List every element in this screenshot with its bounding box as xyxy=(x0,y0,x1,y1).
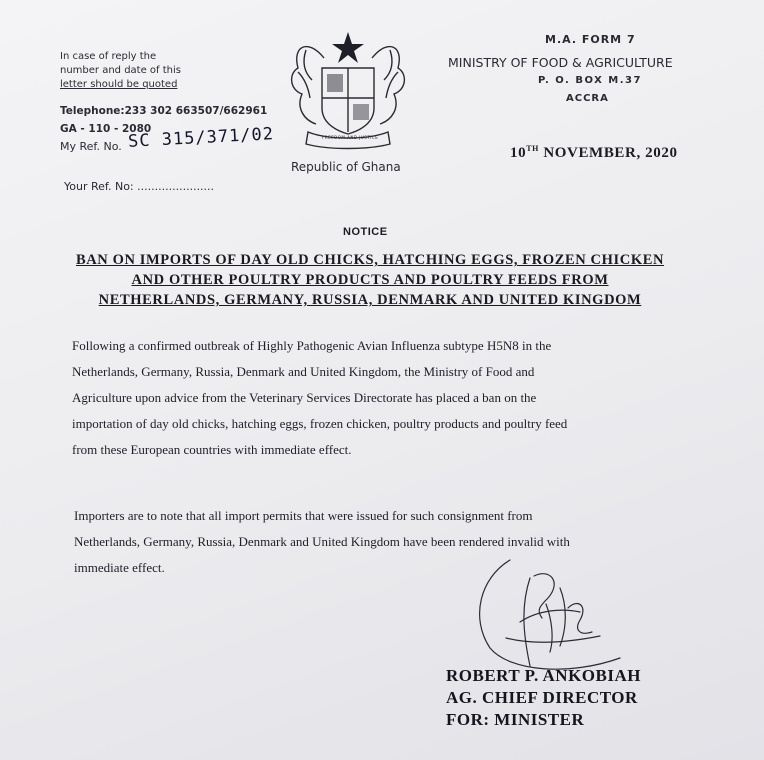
date-month-year: NOVEMBER, 2020 xyxy=(538,145,678,161)
paragraph-line: Netherlands, Germany, Russia, Denmark and United Kingdom have been rendered invalid with xyxy=(74,534,570,549)
city: ACCRA xyxy=(566,93,609,104)
reply-note xyxy=(60,50,181,92)
paragraph-line: from these European countries with immediate effect. xyxy=(72,442,352,457)
signatory-title: AG. CHIEF DIRECTOR xyxy=(446,688,638,707)
signatory-name: ROBERT P. ANKOBIAH xyxy=(446,666,641,685)
notice-title xyxy=(60,252,680,312)
paragraph-line: importation of day old chicks, hatching eggs, frozen chicken, poultry products and poultry feed xyxy=(72,416,568,431)
signature-icon xyxy=(450,548,650,678)
crest-caption: Republic of Ghana xyxy=(291,160,401,174)
po-box: P. O. BOX M.37 xyxy=(538,75,642,86)
notice-title-line: AND OTHER POULTRY PRODUCTS AND POULTRY FEEDS FROM xyxy=(131,272,609,288)
paragraph-1 xyxy=(72,338,567,468)
notice-title-line: NETHERLANDS, GERMANY, RUSSIA, DENMARK AND UNITED KINGDOM xyxy=(98,292,642,308)
paragraph-line: Importers are to note that all import permits that were issued for such consignment from xyxy=(74,508,533,523)
notice-heading: NOTICE xyxy=(343,226,388,238)
signature-scribble xyxy=(450,548,650,678)
reply-note-line: letter should be quoted xyxy=(60,79,178,90)
paragraph-line: Netherlands, Germany, Russia, Denmark and United Kingdom, the Ministry of Food and xyxy=(72,364,535,379)
reply-note-line: number and date of this xyxy=(60,65,181,76)
ministry-name: MINISTRY OF FOOD & AGRICULTURE xyxy=(448,55,673,70)
paragraph-line: Following a confirmed outbreak of Highly Pathogenic Avian Influenza subtype H5N8 in the xyxy=(72,338,552,353)
my-ref-value: SC 315/371/02 xyxy=(127,124,275,152)
paragraph-line: Agriculture upon advice from the Veterinary Services Directorate has placed a ban on the xyxy=(72,390,537,405)
ga-code: GA - 110 - 2080 xyxy=(60,123,152,135)
telephone: Telephone:233 302 663507/662961 xyxy=(60,105,268,117)
paragraph-line: immediate effect. xyxy=(74,560,165,575)
date-suffix: TH xyxy=(526,144,539,153)
reply-note-line: In case of reply the xyxy=(60,51,157,62)
crest-motto: FREEDOM AND JUSTICE xyxy=(322,135,379,140)
signatory-for: FOR: MINISTER xyxy=(446,710,585,729)
my-ref-label: My Ref. No. xyxy=(60,140,122,153)
notice-title-line: BAN ON IMPORTS OF DAY OLD CHICKS, HATCHING EGGS, FROZEN CHICKEN xyxy=(75,252,665,268)
your-ref: Your Ref. No: ...................... xyxy=(64,180,215,193)
letter-date xyxy=(510,144,678,162)
form-number: M.A. FORM 7 xyxy=(545,33,636,46)
date-day: 10 xyxy=(510,145,527,161)
